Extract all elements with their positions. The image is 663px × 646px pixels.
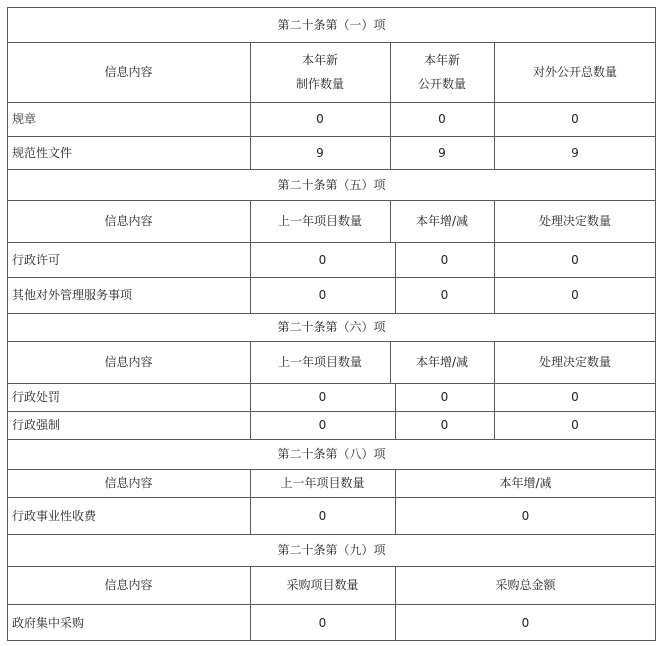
row-label: 行政强制 [12,418,61,432]
section-title: 第二十条第（八）项 [277,447,386,461]
table-cell: 0 [571,390,579,404]
table-cell: 9 [316,145,324,160]
table-cell: 0 [318,390,327,404]
table-cell: 0 [318,615,327,630]
header-info-content: 信息内容 [104,578,153,592]
header-total-published: 对外公开总数量 [532,65,617,79]
table-cell: 0 [571,252,579,267]
table-cell: 0 [521,508,530,523]
header-new-published [390,42,494,102]
row-label: 规章 [12,112,37,126]
table-cell: 0 [316,112,324,126]
table-cell: 0 [438,112,446,126]
header-purchase-amount: 采购总金额 [495,578,556,592]
header-change: 本年增/减 [499,476,552,490]
section-title: 第二十条第（一）项 [277,17,386,32]
row-label: 其他对外管理服务事项 [12,288,133,302]
header-line: 本年新 [423,53,460,67]
table-cell: 0 [571,112,579,126]
header-decisions: 处理决定数量 [538,214,611,228]
header-line: 本年新 [301,53,338,67]
header-info-content: 信息内容 [104,476,153,490]
table-cell: 0 [521,615,530,630]
header-info-content: 信息内容 [104,214,153,228]
table-cell: 0 [318,252,327,267]
table-cell: 0 [571,418,579,432]
section-title: 第二十条第（六）项 [277,320,386,334]
table-cell: 9 [571,145,579,160]
section-title: 第二十条第（九）项 [277,543,386,557]
section-title: 第二十条第（五）项 [277,177,386,192]
header-line: 公开数量 [417,77,466,91]
header-info-content: 信息内容 [104,355,153,369]
table-cell: 0 [440,288,449,302]
row-label: 行政事业性收费 [12,508,97,523]
disclosure-table [7,7,656,641]
header-change: 本年增/减 [415,355,469,369]
table-cell: 0 [318,418,327,432]
header-new-produced [250,42,390,102]
header-prev-year-count: 上一年项目数量 [277,214,362,228]
table-cell: 0 [318,288,327,302]
table-cell: 0 [440,390,449,404]
row-label: 规范性文件 [12,145,73,160]
row-label: 行政许可 [12,252,61,267]
header-decisions: 处理决定数量 [538,355,611,369]
table-cell: 9 [438,145,446,160]
header-purchase-count: 采购项目数量 [286,578,359,592]
table-cell: 0 [440,252,449,267]
header-prev-year-count: 上一年项目数量 [280,476,365,490]
table-cell: 0 [440,418,449,432]
table-cell: 0 [318,508,327,523]
header-info-content: 信息内容 [104,65,153,79]
header-change: 本年增/减 [415,214,469,228]
header-line: 制作数量 [295,77,344,91]
row-label: 政府集中采购 [12,615,85,630]
header-prev-year-count: 上一年项目数量 [277,355,362,369]
row-label: 行政处罚 [12,390,61,404]
table-cell: 0 [571,288,579,302]
